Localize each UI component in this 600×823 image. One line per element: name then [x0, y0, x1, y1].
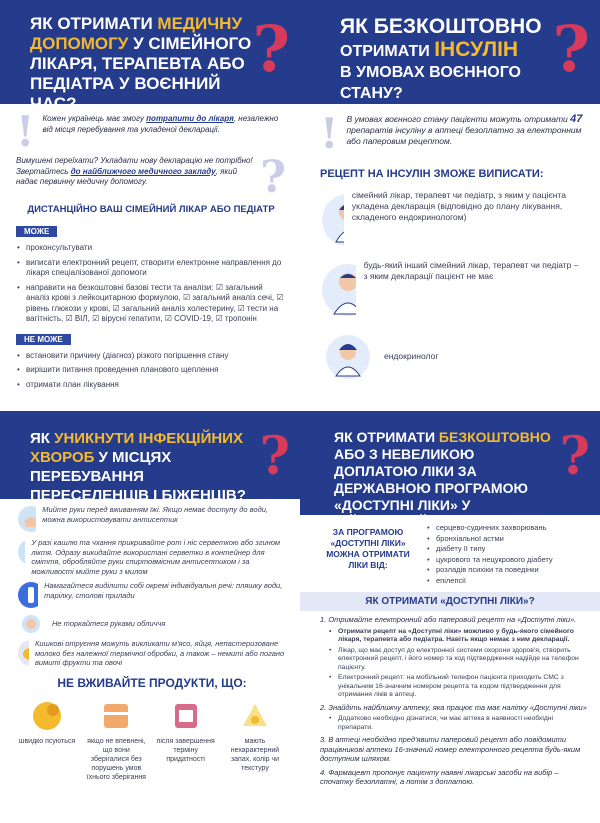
list-item: • серцево-судинних захворювань — [426, 523, 553, 533]
list-item: • Отримати рецепт на «Доступні ліки» можливо у будь-якого сімейного лікаря, терапевта або педіатра. Навіть якщо немає з ним декларації. — [328, 628, 588, 645]
list-item: • отримати план лікування — [16, 380, 286, 391]
personal-items-icon — [16, 581, 38, 609]
panel4-title: ЯК ОТРИМАТИ БЕЗКОШТОВНО АБО З НЕВЕЛИКОЮ ДОПЛАТОЮ ЛІКИ ЗА ДЕРЖАВНОЮ ПРОГРАМОЮ «ДОСТУПНІ ЛІКИ» У ВІЙСЬКОВИЙ ЧАС — [334, 429, 551, 530]
step1-details — [328, 628, 588, 700]
list-item: • Електронний рецепт: на мобільний телефон пацієнта приходить СМС з унікальним 16-значним номером рецепта та кодом підтвердження для отримання ліків в аптеці. — [328, 674, 588, 700]
family-doctor-icon — [320, 190, 344, 250]
sneeze-icon — [16, 538, 25, 566]
panel-affordable-medicines — [300, 411, 600, 823]
foods-title: НЕ ВЖИВАЙТЕ ПРОДУКТИ, ЩО: — [57, 675, 247, 690]
step-1: 1. Отримайте електронний або паперовий рецепт на «Доступні ліки». — [320, 615, 577, 624]
step2-details — [328, 715, 588, 732]
panel2-title: ЯК БЕЗКОШТОВНО ОТРИМАТИ ІНСУЛІН В УМОВАХ ВОЄННОГО СТАНУ? — [340, 15, 542, 102]
who-item-1: сімейний лікар, терапевт чи педіатр, з яким у пацієнта укладена декларація (відповідно до плану лікування, складеного ендокринологом) — [351, 190, 566, 222]
list-item: • розладів психіки та поведінки — [426, 565, 553, 575]
face-touch-icon — [16, 614, 46, 634]
program-label: ЗА ПРОГРАМОЮ «ДОСТУПНІ ЛІКИ» МОЖНА ОТРИМАТИ ЛІКИ ВІД: — [326, 527, 410, 570]
tip-2: У разі кашлю та чхання прикривайте рот і ніс серветкою або згином ліктя. Одразу викидайте використані серветки в контейнер для сміття, обробляйте руки спиртовмісним антисептиком і за можливості мийте руки з милом — [31, 538, 281, 576]
panel1-banner — [0, 0, 300, 113]
panel2-banner — [300, 0, 600, 104]
panel-insulin — [300, 0, 600, 411]
list-item: • Додатково необхідно дізнатися, чи має аптека в наявності необхідні препарати. — [328, 715, 588, 732]
food-item: швидко псуються — [16, 698, 78, 782]
list-item: • проконсультувати — [16, 243, 286, 254]
tip-3: Намагайтеся виділити собі окремі індивідуальні речі: пляшку води, тарілку, столові прилади — [44, 581, 283, 600]
list-item: • виписати електронний рецепт, створити електронне направлення до лікаря спеціалізованої допомоги — [16, 258, 286, 279]
question-icon: ? — [260, 152, 286, 203]
question-mark-icon: ? — [552, 12, 590, 87]
bad-smell-icon — [235, 698, 275, 732]
remote-doctor-title: ДИСТАНЦІЙНО ВАШ СІМЕЙНИЙ ЛІКАР АБО ПЕДІАТР — [27, 204, 275, 215]
food-item: після завершення терміну придатності — [155, 698, 217, 782]
panel1-title: ЯК ОТРИМАТИ МЕДИЧНУ ДОПОМОГУ У СІМЕЙНОГО ЛІКАРЯ, ТЕРАПЕВТА АБО ПЕДІАТРА У ВОЄННИЙ ЧАС? — [30, 14, 252, 113]
panel-medical-help — [0, 0, 300, 411]
tip-4: Не торкайтеся руками обличчя — [52, 619, 166, 629]
who-item-2: будь-який інший сімейний лікар, терапевт чи педіатр – з яким декларації пацієнт не має — [363, 260, 579, 281]
hand-wash-icon — [16, 505, 36, 533]
food-item: якщо не впевнені, що вони зберігалися без порушень умов їхнього зберігання — [83, 698, 149, 782]
disease-list — [426, 523, 553, 586]
tip-1: Мийте руки перед вживанням їжі. Якщо немає доступу до води, можна використовувати антисептик — [42, 505, 268, 524]
tip-5: Кишкові отруєння можуть викликати м'ясо, яйця, непастеризоване молоко без належної термічної обробки, а також – немиті або погано вимиті фрукти та овочі — [35, 639, 285, 667]
endocrinologist-icon — [320, 332, 376, 382]
question-mark-icon: ? — [559, 426, 590, 487]
step-2: 2. Знайдіть найближчу аптеку, яка працює та має наліпку «Доступні ліки» — [320, 702, 587, 712]
list-item: • бронхіальної астми — [426, 534, 553, 544]
list-item: • епілепсії — [426, 576, 553, 586]
list-item: • цукрового та нецукрового діабету — [426, 555, 553, 565]
spoiling-food-icon — [27, 698, 67, 732]
step-3: 3. В аптеці необхідно пред'явити паперовий рецепт або повідомити працівникові аптеки 16-значний номер електронного рецепта будь-яким доступним шляхом. — [320, 735, 581, 763]
can-list — [16, 243, 286, 325]
cannot-label: НЕ МОЖЕ — [16, 334, 71, 345]
howto-title: ЯК ОТРИМАТИ «ДОСТУПНІ ЛІКИ»? — [365, 596, 535, 607]
panel1-note2: Вимушені переїхати? Укладати нову декларацію не потрібно! Звертайтесь до найближчого медичного закладу, який надає первинну медичну допомогу. — [16, 156, 253, 186]
list-item: • вирішити питання проведення планового щеплення — [16, 365, 286, 376]
prescribe-title: РЕЦЕПТ НА ІНСУЛІН ЗМОЖЕ ВИПИСАТИ: — [320, 168, 544, 180]
question-mark-icon: ? — [259, 426, 290, 487]
can-label: МОЖЕ — [16, 226, 57, 237]
step-4: 4. Фармацевт пропонує пацієнту наявні лікарські засоби на вибір – спочатку безоплатні, а потім з доплатою. — [320, 767, 559, 786]
food-item: мають нехарактерний запах, колір чи текстуру — [222, 698, 288, 782]
exclamation-icon: ! — [320, 109, 339, 158]
exclamation-icon: ! — [16, 107, 35, 156]
doctor-icon — [320, 260, 356, 320]
storage-icon — [96, 698, 136, 732]
list-item: • Лікар, що має доступ до електронної системи охорони здоров'я, створить електронний рецепт, і його номер та код підтвердження надійде на телефон пацієнту. — [328, 647, 588, 673]
question-mark-icon: ? — [252, 12, 290, 87]
cannot-list — [16, 351, 286, 391]
panel2-note: В умовах воєнного стану пацієнти можуть отримати 47 препаратів інсуліну в аптеці безоплатно за електронним або паперовим рецептом. — [346, 113, 583, 146]
who-item-3: ендокринолог — [384, 351, 439, 362]
panel1-note1: Кожен українець має змогу потрапити до лікаря, незалежно від місця перебування та укладеної декларації. — [42, 114, 279, 134]
list-item: • встановити причину (діагноз) різкого погіршення стану — [16, 351, 286, 362]
panel3-banner — [0, 411, 300, 504]
panel3-title: ЯК УНИКНУТИ ІНФЕКЦІЙНИХ ХВОРОБ У МІСЦЯХ ПЕРЕБУВАННЯ ПЕРЕСЕЛЕНЦІВ І БІЖЕНЦІВ? — [30, 430, 246, 504]
expiry-icon — [166, 698, 206, 732]
panel-infections — [0, 411, 300, 823]
list-item: • діабету ІІ типу — [426, 544, 553, 554]
food-poisoning-icon — [16, 639, 29, 667]
list-item: • направити на безкоштовні базові тести та аналізи: ☑ загальний аналіз крові з лейкоцитарною формулою, ☑ загальний аналіз сечі, ☑ рівень глюкози у крові, ☑ загальний аналіз холестерину, ☑ тести на вагітність, ☑ ВІЛ, ☑ вірусні гепатити, ☑ COVID-19, ☑ тропонін — [16, 283, 286, 325]
